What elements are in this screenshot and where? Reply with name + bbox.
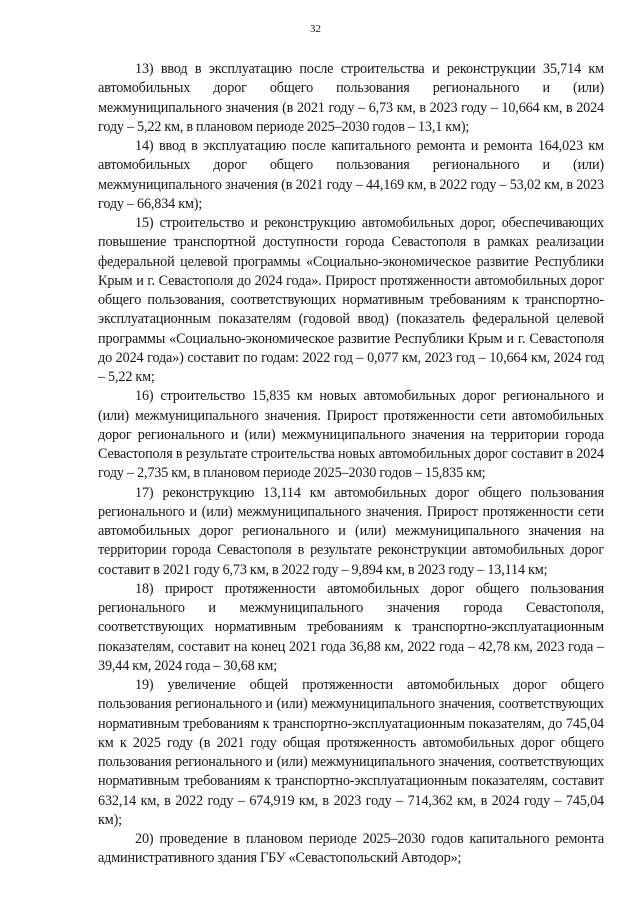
page-number: 32 — [310, 23, 321, 35]
list-item-18: 18) прирост протяженности автомобильных дорог общего пользования регионального и межмуниципального значения города Севастополя, соответствующих нормативным требованиям к транспортно-эксплуатационным показателям, составит на конец 2021 года 36,88 км, 2022 года – 42,78 км, 2023 года – 39,44 км, 2024 года – 30,68 км; — [98, 580, 604, 674]
list-item-17: 17) реконструкцию 13,114 км автомобильных дорог общего пользования регионального и (или) межмуниципального значения. Прирост протяженности сети автомобильных дорог регионального и (или) межмуниципального значения на территории города Севастополя в результате реконструкции автомобильных дорог составит в 2021 году 6,73 км, в 2022 году – 9,894 км, в 2023 году – 13,114 км; — [98, 484, 604, 578]
list-item-14: 14) ввод в эксплуатацию после капитального ремонта и ремонта 164,023 км автомобильных дорог общего пользования регионального и (или) межмуниципального значения (в 2021 году – 44,169 км, в 2022 году – 53,02 км, в 2023 году – 66,834 км); — [98, 138, 604, 212]
list-item-16: 16) строительство 15,835 км новых автомобильных дорог регионального и (или) межмуниципального значения. Прирост протяженности сети автомобильных дорог регионального и (или) межмуниципального значения на территории города Севастополя в результате строительства новых автомобильных дорог составит в 2024 году – 2,735 км, в плановом периоде 2025–2030 годов – 15,835 км; — [98, 388, 604, 482]
list-item-15: 15) строительство и реконструкцию автомобильных дорог, обеспечивающих повышение транспортной доступности города Севастополя в рамках реализации федеральной целевой программы «Социально-экономическое развитие Республики Крым и г. Севастополя до 2024 года». Прирост протяженности автомобильных дорог общего пользования, соответствующих нормативным требованиям к транспортно-эксплуатационным показателям (годовой ввод) (показатель федеральной целевой программы «Социально-экономическое развитие Республики Крым и г. Севастополя до 2024 года») составит по годам: 2022 год – 0,077 км, 2023 год – 10,664 км, 2024 год – 5,22 км; — [98, 215, 604, 385]
list-item-20: 20) проведение в плановом периоде 2025–2030 годов капитального ремонта административного здания ГБУ «Севастопольский Автодор»; — [98, 831, 604, 867]
document-body — [98, 60, 604, 869]
list-item-19: 19) увеличение общей протяженности автомобильных дорог общего пользования регионального и (или) межмуниципального значения, соответствующих нормативным требованиям к транспортно-эксплуатационным показателям, до 745,04 км к 2025 году (в 2021 году общая протяженность автомобильных дорог общего пользования регионального и (или) межмуниципального значения, соответствующих нормативным требованиям к транспортно-эксплуатационным показателям, составит 632,14 км, в 2022 году – 674,919 км, в 2023 году – 714,362 км, в 2024 году – 745,04 км); — [98, 677, 604, 828]
list-item-13: 13) ввод в эксплуатацию после строительства и реконструкции 35,714 км автомобильных дорог общего пользования регионального и (или) межмуниципального значения (в 2021 году – 6,73 км, в 2023 году – 10,664 км, в 2024 году – 5,22 км, в плановом периоде 2025–2030 годов – 13,1 км); — [98, 61, 604, 135]
